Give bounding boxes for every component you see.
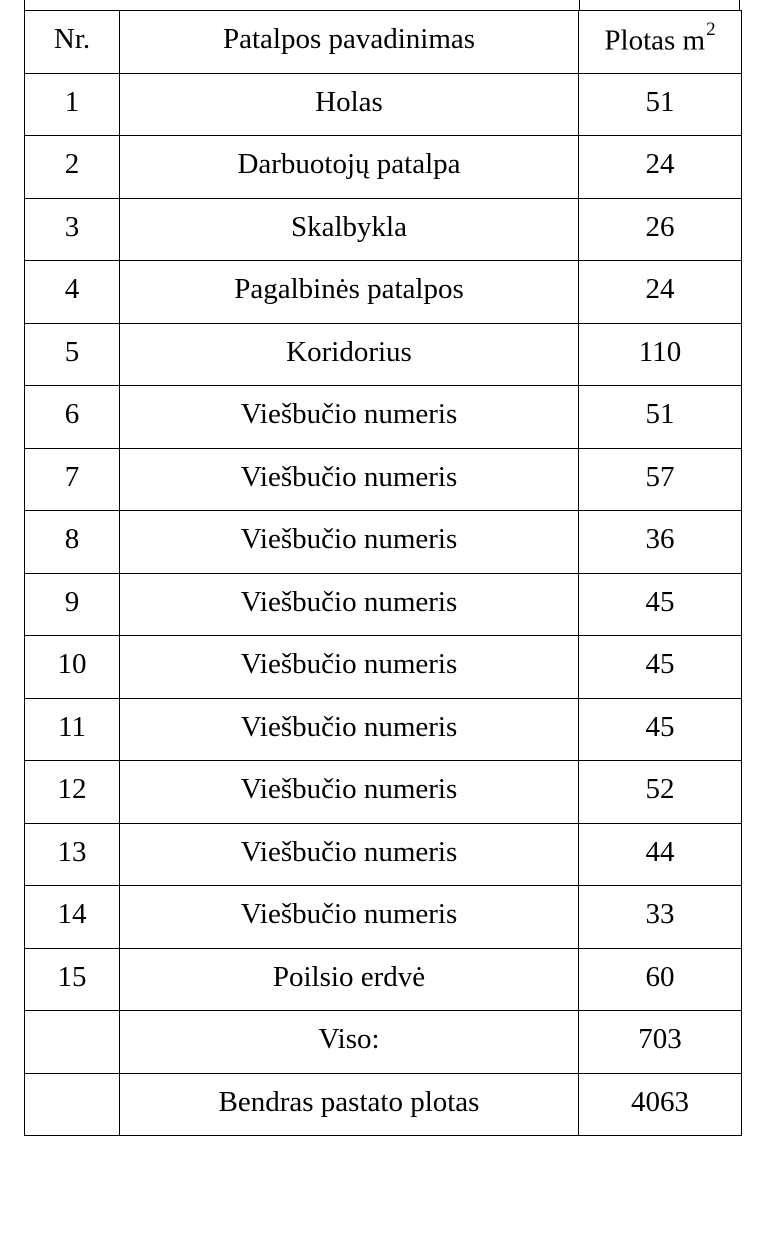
table-row [25,573,742,636]
cell-nr [25,1073,120,1136]
cell-area [579,1073,742,1136]
table-row [25,261,742,324]
table-row [25,761,742,824]
cell-area-text: 26 [645,210,675,243]
cell-room-name [120,73,579,136]
cell-area-text: 24 [645,273,675,306]
cell-nr-text: 11 [58,710,86,743]
cell-room-name [120,136,579,199]
cell-room-name-text: Viešbučio numeris [240,585,458,618]
cell-nr [25,511,120,574]
cell-area-text: 44 [645,835,675,868]
cell-room-name [120,823,579,886]
cell-nr-text: 5 [64,335,80,368]
cell-nr-text: 9 [64,585,80,618]
cell-nr [25,136,120,199]
cell-area [579,136,742,199]
cell-room-name-text: Skalbykla [291,210,407,243]
cell-room-name [120,573,579,636]
cell-area-text: 57 [645,460,675,493]
table-row [25,636,742,699]
table-row [25,323,742,386]
cell-area-text: 51 [645,85,675,118]
cell-area-text: 52 [645,773,675,806]
cell-room-name-text: Viešbučio numeris [240,710,458,743]
cell-nr-text: 3 [64,210,80,243]
cell-room-name [120,511,579,574]
cell-room-name [120,323,579,386]
cell-area-text: 45 [645,710,675,743]
cell-room-name [120,886,579,949]
area-unit-exponent: 2 [706,18,716,40]
cell-room-name [120,636,579,699]
cell-nr-text: 10 [57,648,87,681]
cell-room-name-text: Darbuotojų patalpa [237,148,461,181]
cell-room-name-text: Viešbučio numeris [240,523,458,556]
cell-nr [25,823,120,886]
cell-area-text: 45 [645,648,675,681]
cell-room-name [120,198,579,261]
cell-nr-text: 14 [57,898,87,931]
cell-area [579,198,742,261]
table-row [25,73,742,136]
cell-area-text: 45 [645,585,675,618]
cell-area-text: 703 [638,1023,682,1056]
cell-nr [25,448,120,511]
cell-room-name-text: Holas [315,85,383,118]
cell-nr [25,761,120,824]
cell-room-name [120,948,579,1011]
cell-area-text: 36 [645,523,675,556]
cell-room-name-text: Viešbučio numeris [240,460,458,493]
table-body [25,73,742,1011]
cell-nr-text: 12 [57,773,87,806]
header-room-name: Patalpos pavadinimas [120,11,579,74]
cell-room-name-text: Viešbučio numeris [240,398,458,431]
table-row [25,511,742,574]
cell-nr [25,198,120,261]
cell-nr [25,386,120,449]
room-area-table [24,10,742,1136]
table-row [25,823,742,886]
table-row [25,886,742,949]
cell-nr [25,73,120,136]
cell-nr-text: 13 [57,835,87,868]
cell-nr-text: 7 [64,460,80,493]
cell-area [579,1011,742,1074]
cell-room-name [120,448,579,511]
cell-room-name [120,386,579,449]
cell-nr [25,636,120,699]
cell-nr [25,573,120,636]
table-row [25,136,742,199]
cell-room-name-text: Viešbučio numeris [240,648,458,681]
cell-room-name [120,698,579,761]
cell-area [579,636,742,699]
cell-area [579,698,742,761]
cell-area-text: 110 [638,335,682,368]
cell-area [579,823,742,886]
cell-nr [25,261,120,324]
cell-nr [25,323,120,386]
cell-area-text: 33 [645,898,675,931]
cell-nr-text: 4 [64,273,80,306]
cell-room-name-text: Koridorius [286,335,412,368]
table-row [25,948,742,1011]
cell-nr [25,1011,120,1074]
cell-nr [25,948,120,1011]
cell-area [579,761,742,824]
cell-nr-text: 2 [64,148,80,181]
cell-room-name [120,1011,579,1074]
cell-nr-text: 15 [57,960,87,993]
cell-area-text: 51 [645,398,675,431]
cell-area [579,448,742,511]
total-row [25,1011,742,1074]
cell-area [579,948,742,1011]
cell-nr-text: 6 [64,398,80,431]
table-header [25,11,742,74]
table-row [25,386,742,449]
cell-area-text: 24 [645,148,675,181]
total-row [25,1073,742,1136]
cell-room-name [120,1073,579,1136]
cell-area [579,386,742,449]
table-row [25,198,742,261]
cell-room-name-text: Bendras pastato plotas [218,1085,480,1118]
cell-area-text: 4063 [631,1085,689,1118]
header-nr: Nr. [25,11,120,74]
header-area [579,11,742,74]
cell-nr-text: 8 [64,523,80,556]
cell-area-text: 60 [645,960,675,993]
table-row [25,698,742,761]
table-totals [25,1011,742,1136]
column-divider [579,0,580,10]
table-row [25,448,742,511]
cell-room-name [120,261,579,324]
cell-nr [25,886,120,949]
cell-room-name-text: Pagalbinės patalpos [234,273,464,306]
cell-area [579,323,742,386]
cell-room-name-text: Poilsio erdvė [272,960,426,993]
cell-nr-text: 1 [64,85,80,118]
cell-area [579,511,742,574]
cell-area [579,573,742,636]
header-row [25,11,742,74]
cell-room-name-text: Viešbučio numeris [240,835,458,868]
cell-nr [25,698,120,761]
cell-room-name [120,761,579,824]
cell-room-name-text: Viešbučio numeris [240,773,458,806]
cell-area [579,886,742,949]
cell-area [579,261,742,324]
cell-room-name-text: Viešbučio numeris [240,898,458,931]
cell-room-name-text: Viso: [318,1023,380,1056]
cell-area [579,73,742,136]
header-area-label: Plotas m [604,24,706,57]
